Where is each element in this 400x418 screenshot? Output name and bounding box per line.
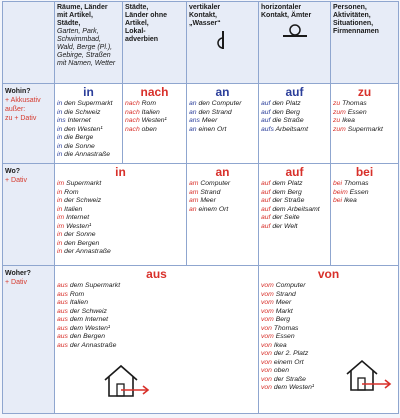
- example-item: [189, 109, 256, 118]
- preposition-heading: auf: [285, 165, 304, 179]
- example-phrase: den Westen¹: [62, 125, 103, 133]
- example-phrase: Ikea: [340, 117, 355, 124]
- example-preposition: an: [189, 100, 197, 107]
- example-item: [261, 214, 328, 223]
- example-list: [187, 100, 258, 136]
- example-item: [57, 342, 256, 351]
- example-phrase: Westen¹: [139, 117, 167, 124]
- example-phrase: einem Ort: [196, 205, 229, 213]
- example-preposition: von: [261, 384, 272, 391]
- example-item: [57, 134, 120, 143]
- header-vertical: [187, 2, 259, 84]
- example-item: [57, 151, 120, 160]
- example-item: [57, 117, 120, 126]
- example-item: [261, 109, 328, 118]
- example-preposition: aus: [57, 290, 68, 298]
- example-item: [261, 333, 396, 342]
- example-phrase: Italien: [139, 108, 160, 116]
- cell-wo-auf: [259, 164, 331, 266]
- example-item: [261, 282, 396, 291]
- row-question: Wo?: [5, 168, 21, 175]
- example-phrase: dem Berg: [270, 188, 302, 196]
- example-preposition: bei: [333, 197, 343, 204]
- example-phrase: Supermarkt: [345, 125, 383, 133]
- example-preposition: in: [57, 151, 63, 158]
- example-phrase: der Straße: [270, 197, 305, 204]
- example-preposition: zu: [333, 117, 341, 124]
- example-item: [261, 197, 328, 206]
- header-places: [55, 2, 123, 84]
- example-phrase: Rom: [139, 100, 156, 107]
- example-phrase: den Supermarkt: [62, 100, 113, 107]
- cell-woher-aus: [55, 266, 259, 414]
- vertical-contact-icon: [213, 30, 233, 50]
- row-wo: [3, 164, 399, 266]
- cell-wohin-zu: [331, 84, 399, 164]
- example-item: [261, 299, 396, 308]
- preposition-heading: nach: [140, 85, 169, 99]
- example-list: [331, 100, 398, 136]
- header-line: Räume, Länder: [57, 4, 108, 11]
- example-item: [189, 126, 256, 135]
- header-line: Länder ohne: [125, 12, 168, 19]
- example-phrase: der Schweiz: [67, 307, 107, 315]
- cell-wohin-nach: [123, 84, 187, 164]
- example-preposition: am: [189, 188, 199, 196]
- example-preposition: ins: [57, 117, 66, 124]
- preposition-heading: an: [215, 85, 230, 99]
- example-item: [57, 126, 120, 135]
- example-phrase: Essen: [273, 333, 295, 340]
- example-preposition: ans: [189, 117, 200, 124]
- horizontal-contact-icon: [282, 22, 308, 40]
- example-phrase: Computer: [198, 180, 231, 187]
- row-woher: [3, 266, 399, 414]
- example-preposition: in: [57, 125, 63, 133]
- example-phrase: die Sonne: [62, 142, 95, 150]
- preposition-heading: in: [83, 85, 94, 99]
- example-preposition: zu: [333, 100, 341, 107]
- example-phrase: der Schweiz: [62, 197, 102, 204]
- example-phrase: Berg: [273, 316, 291, 323]
- preposition-heading: zu: [357, 85, 372, 99]
- header-line: Gebirge, Straßen: [57, 52, 111, 59]
- example-item: [125, 109, 184, 118]
- example-item: [333, 180, 396, 189]
- example-item: [57, 189, 184, 198]
- example-item: [333, 117, 396, 126]
- example-preposition: auf: [261, 108, 271, 116]
- example-phrase: die Schweiz: [62, 108, 101, 116]
- header-line: Aktivitäten,: [333, 12, 371, 19]
- example-phrase: Meer: [199, 117, 218, 124]
- example-phrase: oben: [139, 125, 157, 133]
- case-line: + Dativ: [5, 177, 27, 184]
- row-question: Woher?: [5, 270, 31, 277]
- preposition-heading: an: [215, 165, 230, 179]
- row-wohin: [3, 84, 399, 164]
- example-preposition: aus: [57, 282, 68, 289]
- example-item: [57, 109, 120, 118]
- header-line: Kontakt, Ämter: [261, 12, 312, 19]
- example-preposition: von: [261, 324, 272, 332]
- example-item: [261, 342, 396, 351]
- example-item: [189, 197, 256, 206]
- example-preposition: auf: [261, 117, 271, 124]
- example-phrase: den Bergen: [67, 333, 106, 340]
- cell-wohin-an: [187, 84, 259, 164]
- header-line: Artikel,: [125, 20, 149, 27]
- example-phrase: dem Platz: [270, 180, 303, 187]
- header-line: adverbien: [125, 36, 159, 43]
- example-phrase: Strand: [198, 188, 221, 196]
- example-item: [261, 325, 396, 334]
- example-preposition: auf: [261, 222, 271, 230]
- example-preposition: in: [57, 108, 63, 116]
- example-item: [261, 126, 328, 135]
- header-spacer: [3, 2, 55, 84]
- example-phrase: einen Ort: [196, 125, 227, 133]
- example-phrase: der Annastraße: [67, 341, 117, 349]
- example-phrase: Thomas: [271, 324, 299, 332]
- example-item: [333, 126, 396, 135]
- example-phrase: Internet: [65, 117, 91, 124]
- header-line: Situationen,: [333, 20, 374, 27]
- row-question: Wohin?: [5, 88, 31, 95]
- example-preposition: von: [261, 375, 272, 383]
- example-list: [187, 180, 258, 216]
- example-item: [189, 180, 256, 189]
- example-item: [57, 325, 256, 334]
- example-preposition: bei: [333, 180, 343, 187]
- example-phrase: Computer: [273, 282, 306, 289]
- header-line: Firmennamen: [333, 28, 379, 35]
- case-line: + Dativ: [5, 279, 27, 286]
- example-phrase: der 2. Platz: [271, 350, 309, 357]
- header-cities: [123, 2, 187, 84]
- example-item: [261, 291, 396, 300]
- example-phrase: oben: [271, 367, 289, 374]
- example-preposition: von: [261, 350, 272, 357]
- example-phrase: der Annastraße: [62, 248, 111, 255]
- example-preposition: von: [261, 367, 272, 374]
- example-item: [57, 197, 184, 206]
- example-item: [57, 143, 120, 152]
- example-item: [333, 100, 396, 109]
- example-preposition: vom: [261, 290, 274, 298]
- header-line: Personen,: [333, 4, 367, 11]
- cell-wo-an: [187, 164, 259, 266]
- example-item: [189, 189, 256, 198]
- cell-wohin-in: [55, 84, 123, 164]
- example-item: [57, 223, 184, 232]
- example-item: [57, 180, 184, 189]
- case-line: + Akkusativ: [5, 97, 41, 104]
- example-item: [261, 117, 328, 126]
- example-preposition: am: [189, 180, 199, 187]
- example-phrase: Essen: [347, 188, 369, 196]
- house-leaving-icon: [101, 362, 151, 400]
- example-phrase: Markt: [273, 307, 293, 315]
- example-preposition: in: [57, 239, 63, 247]
- example-item: [57, 308, 256, 317]
- example-item: [57, 100, 120, 109]
- example-list: [55, 180, 186, 259]
- example-preposition: von: [261, 358, 272, 366]
- header-line: Städte,: [125, 4, 149, 11]
- header-line: mit Namen, Wetter: [57, 60, 116, 67]
- example-preposition: auf: [261, 100, 271, 107]
- header-line: Lokal-: [125, 28, 146, 35]
- example-preposition: vom: [261, 299, 274, 306]
- example-preposition: vom: [261, 282, 274, 289]
- example-phrase: dem Westen¹: [271, 384, 315, 391]
- example-phrase: den Berg: [270, 108, 300, 116]
- header-line: mit Artikel,: [57, 12, 93, 19]
- example-preposition: auf: [261, 180, 271, 187]
- header-horizontal: [259, 2, 331, 84]
- example-preposition: am: [189, 197, 199, 204]
- header-line: Schwimmbad,: [57, 36, 101, 43]
- cell-wohin-auf: [259, 84, 331, 164]
- example-phrase: den Strand: [196, 108, 232, 116]
- example-list: [55, 282, 258, 352]
- example-preposition: vom: [261, 333, 274, 340]
- cell-wo-bei: [331, 164, 399, 266]
- example-preposition: aus: [57, 324, 68, 332]
- example-preposition: an: [189, 108, 197, 116]
- example-preposition: vom: [261, 316, 274, 323]
- example-item: [261, 308, 396, 317]
- example-phrase: Italien: [62, 205, 83, 213]
- example-phrase: Meer: [198, 197, 216, 204]
- header-line: horizontaler: [261, 4, 302, 11]
- example-preposition: aus: [57, 333, 68, 340]
- preposition-heading: in: [115, 165, 126, 179]
- row-label-wo: [3, 164, 55, 266]
- example-phrase: Italien: [67, 299, 88, 306]
- example-phrase: dem Internet: [67, 316, 109, 323]
- example-item: [57, 282, 256, 291]
- example-item: [189, 117, 256, 126]
- example-item: [261, 316, 396, 325]
- example-phrase: die Straße: [270, 117, 304, 124]
- example-phrase: Arbeitsamt: [273, 125, 308, 133]
- preposition-heading: auf: [285, 85, 304, 99]
- example-preposition: im: [57, 214, 65, 221]
- example-list: [259, 180, 330, 233]
- example-phrase: Strand: [273, 290, 296, 298]
- preposition-heading: von: [317, 267, 340, 281]
- example-preposition: auf: [261, 188, 271, 196]
- example-preposition: aus: [57, 316, 68, 323]
- example-preposition: auf: [261, 197, 271, 204]
- example-item: [57, 333, 256, 342]
- example-item: [57, 316, 256, 325]
- example-phrase: Internet: [64, 214, 90, 221]
- example-preposition: in: [57, 197, 63, 204]
- example-preposition: in: [57, 134, 63, 141]
- example-preposition: an: [189, 205, 197, 213]
- header-line: Wald, Berge (Pl.),: [57, 44, 113, 51]
- example-preposition: im: [57, 180, 65, 187]
- example-preposition: nach: [125, 108, 140, 116]
- example-item: [57, 291, 256, 300]
- example-phrase: Ikea: [342, 197, 357, 204]
- header-line: vertikaler: [189, 4, 221, 11]
- example-preposition: nach: [125, 117, 140, 124]
- example-preposition: aus: [57, 299, 68, 306]
- cell-wo-in: [55, 164, 187, 266]
- header-line: Städte,: [57, 20, 81, 27]
- example-preposition: von: [261, 341, 272, 349]
- example-list: [55, 100, 122, 162]
- header-row: [3, 2, 399, 84]
- example-item: [261, 100, 328, 109]
- example-list: [259, 100, 330, 136]
- example-phrase: Essen: [345, 108, 367, 116]
- example-preposition: in: [57, 231, 63, 238]
- example-list: [123, 100, 186, 136]
- example-item: [333, 189, 396, 198]
- example-phrase: den Platz: [270, 100, 301, 107]
- example-preposition: beim: [333, 188, 348, 196]
- example-preposition: zum: [333, 108, 346, 116]
- example-phrase: einem Ort: [271, 358, 304, 366]
- house-entering-icon: [345, 358, 393, 394]
- example-preposition: aus: [57, 307, 68, 315]
- header-line: Kontakt,: [189, 12, 217, 19]
- example-phrase: Rom: [67, 290, 85, 298]
- preposition-heading: bei: [355, 165, 374, 179]
- header-line: „Wasser“: [189, 20, 221, 27]
- example-preposition: zum: [333, 125, 346, 133]
- example-phrase: Thomas: [340, 100, 367, 107]
- example-item: [57, 299, 256, 308]
- example-phrase: der Seite: [270, 214, 300, 221]
- example-phrase: Supermarkt: [64, 180, 102, 187]
- example-item: [57, 206, 184, 215]
- row-label-woher: [3, 266, 55, 414]
- example-phrase: den Bergen: [62, 239, 100, 247]
- preposition-heading: aus: [146, 267, 167, 281]
- example-preposition: vom: [261, 307, 274, 315]
- example-item: [57, 214, 184, 223]
- cell-woher-von: [259, 266, 399, 414]
- example-item: [189, 206, 256, 215]
- example-preposition: in: [57, 248, 63, 255]
- example-phrase: Thomas: [342, 180, 369, 187]
- example-phrase: dem Westen¹: [67, 324, 111, 332]
- example-phrase: dem Supermarkt: [67, 282, 121, 289]
- example-item: [125, 126, 184, 135]
- example-phrase: die Annastraße: [62, 151, 111, 158]
- example-item: [261, 180, 328, 189]
- example-preposition: in: [57, 100, 63, 107]
- example-preposition: nach: [125, 125, 140, 133]
- example-preposition: auf: [261, 205, 271, 213]
- example-phrase: der Welt: [270, 222, 298, 230]
- example-item: [261, 206, 328, 215]
- case-line: zu + Dativ: [5, 115, 37, 122]
- example-list: [331, 180, 398, 208]
- example-item: [189, 100, 256, 109]
- example-item: [333, 197, 396, 206]
- example-item: [261, 189, 328, 198]
- example-phrase: Meer: [273, 299, 292, 306]
- row-label-wohin: [3, 84, 55, 164]
- case-line: außer:: [5, 106, 26, 113]
- example-preposition: in: [57, 188, 63, 196]
- example-phrase: die Berge: [62, 134, 94, 141]
- header-persons: [331, 2, 399, 84]
- example-item: [57, 231, 184, 240]
- example-preposition: im: [57, 222, 65, 230]
- example-preposition: nach: [125, 100, 140, 107]
- prepositions-table: [2, 1, 399, 414]
- example-item: [125, 100, 184, 109]
- example-phrase: der Sonne: [62, 231, 96, 238]
- example-item: [57, 248, 184, 257]
- header-line: Garten, Park,: [57, 28, 99, 35]
- example-preposition: aufs: [261, 125, 274, 133]
- example-preposition: an: [189, 125, 197, 133]
- example-preposition: in: [57, 205, 63, 213]
- example-phrase: Rom: [62, 188, 79, 196]
- example-item: [333, 109, 396, 118]
- example-preposition: in: [57, 142, 63, 150]
- example-item: [125, 117, 184, 126]
- example-preposition: aus: [57, 341, 68, 349]
- example-phrase: dem Arbeitsamt: [270, 205, 320, 213]
- example-item: [261, 223, 328, 232]
- example-phrase: der Straße: [271, 375, 306, 383]
- example-preposition: auf: [261, 214, 271, 221]
- example-item: [57, 240, 184, 249]
- example-phrase: den Computer: [196, 100, 242, 107]
- example-phrase: Ikea: [271, 341, 287, 349]
- example-phrase: Westen¹: [64, 222, 92, 230]
